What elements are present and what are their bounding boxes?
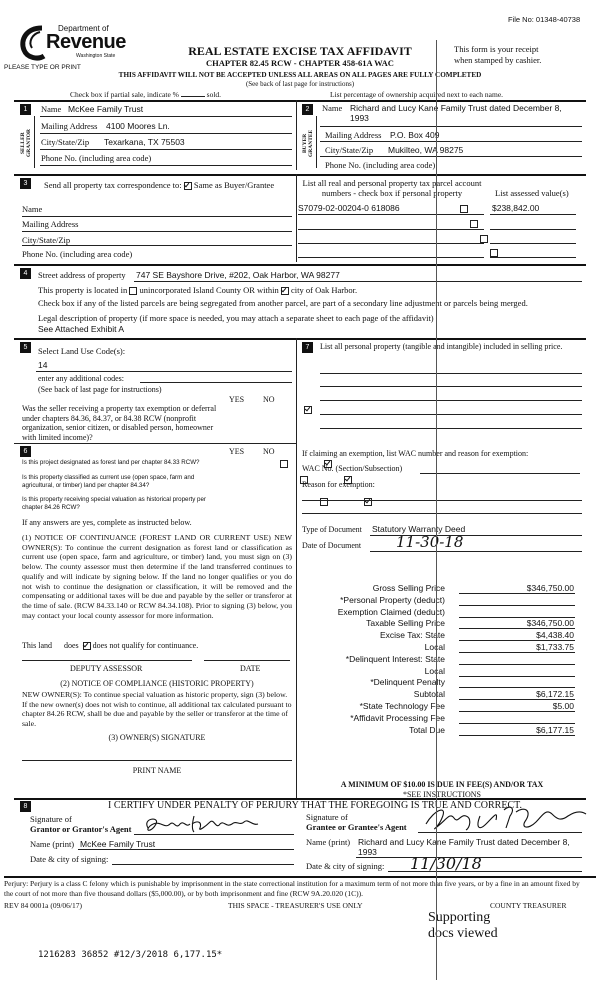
partial-sale-text: Check box if partial sale, indicate % — [70, 90, 179, 99]
calc-label: *Delinquent Penalty — [370, 677, 445, 688]
corr-phone-label: Phone No. (including area code) — [22, 249, 133, 259]
dor-logo — [18, 22, 128, 66]
perjury-notice: Perjury: Perjury is a class C felony which is punishable by imprisonment in the state correctional institution for a maximum term of not more than five years, or by a fine in an amount fixed by the court of not more than five thousand dollars ($5,000.00), or by both imprisonment and fine (RCW 9A.20.020 (1C)). — [4, 879, 580, 898]
send-correspondence-text: Send all property tax correspondence to: — [44, 180, 182, 190]
calc-value[interactable]: $346,750.00 — [526, 618, 574, 629]
grantor-date-label: Date & city of signing: — [30, 854, 109, 864]
buyer-phone-label: Phone No. (including area code) — [325, 160, 436, 170]
minimum-fee-note: A MINIMUM OF $10.00 IS DUE IN FEE(S) AND/OR TAX — [340, 780, 544, 789]
buyer-address[interactable]: P.O. Box 409 — [390, 130, 440, 140]
receipt-note-2: when stamped by cashier. — [454, 55, 542, 65]
document-type[interactable]: Statutory Warranty Deed — [372, 524, 466, 534]
calc-label: *Delinquent Interest: State — [345, 653, 445, 664]
deputy-assessor-label: DEPUTY ASSESSOR — [70, 664, 143, 673]
assessed-header: List assessed value(s) — [495, 188, 569, 198]
grantee-date[interactable]: 11/30/18 — [410, 854, 482, 873]
historic-question: Is this property receiving special valuation as historical property per chapter 84.26 RCW? — [22, 496, 206, 511]
located-text-3: city of Oak Harbor. — [291, 285, 358, 295]
qualify-text: qualify for continuance. — [121, 641, 199, 650]
personal-property-checkbox-4[interactable] — [490, 249, 498, 257]
calc-label: *State Technology Fee — [359, 701, 445, 711]
qualify-line — [22, 641, 198, 650]
personal-property-checkbox-1[interactable] — [460, 205, 468, 213]
street-label: Street address of property — [38, 270, 126, 280]
document-date[interactable]: 11-30-18 — [396, 533, 464, 551]
grantor-sig-of: Signature of — [30, 814, 72, 824]
section-5-number: 5 — [20, 342, 31, 353]
calc-label: Local — [424, 642, 445, 652]
grantor-agent-label: Grantor or Grantor's Agent — [30, 824, 132, 834]
calc-underline — [459, 711, 575, 712]
corr-name-label: Name — [22, 204, 43, 214]
land-use-code[interactable]: 14 — [38, 360, 48, 370]
calc-label: Subtotal — [413, 689, 445, 700]
calc-label: Total Due — [409, 724, 445, 735]
location-line — [38, 285, 357, 295]
warning: THIS AFFIDAVIT WILL NOT BE ACCEPTED UNLESS ALL AREAS ON ALL PAGES ARE FULLY COMPLETED — [118, 71, 482, 79]
grantee-name[interactable]: Richard and Lucy Kane Family Trust dated December 8, 1993 — [358, 837, 570, 857]
personal-property-checkbox-2[interactable] — [470, 220, 478, 228]
reason-label: Reason for exemption: — [302, 480, 375, 489]
logo-dept: Department of — [58, 24, 109, 33]
file-number: File No: 01348-40738 — [508, 15, 581, 24]
partial-percent-field[interactable] — [181, 96, 205, 97]
forest-yes-checkbox[interactable] — [280, 460, 288, 468]
claiming-exemption-label: If claiming an exemption, list WAC number and reason for exemption: — [302, 449, 529, 458]
form-subtitle: CHAPTER 82.45 RCW - CHAPTER 458-61A WAC — [206, 58, 394, 68]
calc-value[interactable]: $346,750.00 — [526, 583, 574, 593]
calc-underline — [459, 664, 575, 665]
calc-label: Excise Tax: State — [379, 630, 445, 641]
form-revision: REV 84 0001a (09/06/17) — [4, 901, 82, 910]
grantee-sig-of: Signature of — [306, 812, 348, 822]
calc-underline — [459, 605, 575, 606]
located-text-1: This property is located in — [38, 285, 128, 295]
receipt-stamp: 1216283 36852 #12/3/2018 6,177.15* — [38, 950, 223, 960]
supporting-docs-2: docs viewed — [428, 926, 498, 941]
this-land-text: This land — [22, 641, 52, 650]
certification: I CERTIFY UNDER PENALTY OF PERJURY THAT THE FOREGOING IS TRUE AND CORRECT. — [108, 800, 522, 811]
buyer-name-label: Name — [322, 103, 343, 113]
section-3-number: 3 — [20, 178, 31, 189]
calc-label: Taxable Selling Price — [366, 618, 445, 629]
calc-label: Local — [424, 665, 445, 676]
seller-name-label: Name — [41, 104, 62, 114]
exemption-no-checkbox[interactable] — [304, 406, 312, 414]
logo-name: Revenue — [46, 31, 126, 53]
same-as-buyer-label: Same as Buyer/Grantee — [193, 180, 275, 190]
notice-compliance: NEW OWNER(S): To continue special valuation as historic property, sign (3) below. If the new owner(s) does not wish to continue, all additional tax calculated pursuant to chapter 84.26 RCW, shall be due and payable by the seller or transferor at the time of sale. — [22, 690, 292, 729]
current-use-question: Is this property classified as current use (open space, farm and agricultural, or timber) land per chapter 84.34? — [22, 474, 195, 489]
form-title: REAL ESTATE EXCISE TAX AFFIDAVIT — [188, 44, 412, 58]
owner-signature-label: (3) OWNER(S) SIGNATURE — [108, 733, 206, 742]
seller-phone-label: Phone No. (including area code) — [41, 153, 152, 163]
forest-question: Is this project designated as forest land per chapter 84.33 RCW? — [22, 459, 200, 466]
personal-property-checkbox-3[interactable] — [480, 235, 488, 243]
grantee-date-label: Date & city of signing: — [306, 861, 385, 871]
parcel-number[interactable]: S7079-02-00204-0 618086 — [298, 203, 400, 213]
s5-yes-header: YES — [229, 395, 245, 404]
additional-codes-label: enter any additional codes: — [38, 374, 124, 383]
wac-label: WAC No. (Section/Subsection) — [302, 464, 403, 473]
treasurer-use-only: THIS SPACE - TREASURER'S USE ONLY — [228, 901, 363, 910]
segregated-note: Check box if any of the listed parcels are being segregated from another parcel, are part of a secondary line adjustment or parcels being merged. — [38, 298, 528, 308]
seller-city-label: City/State/Zip — [41, 137, 90, 147]
receipt-note-1: This form is your receipt — [454, 44, 539, 54]
located-text-2: unincorporated Island County OR within — [139, 285, 279, 295]
section-8-number: 8 — [20, 801, 31, 812]
land-use-see-back: (See back of last page for instructions) — [38, 385, 162, 394]
buyer-name[interactable]: Richard and Lucy Kane Family Trust dated December 8, 1993 — [350, 103, 562, 123]
buyer-city[interactable]: Mukilteo, WA 98275 — [388, 145, 464, 155]
section-2-number: 2 — [302, 104, 313, 115]
corr-address-label: Mailing Address — [22, 219, 79, 229]
sold-text: sold. — [206, 90, 222, 99]
send-correspondence — [44, 180, 274, 190]
land-use-label: Select Land Use Code(s): — [38, 346, 126, 356]
legal-description-label: Legal description of property (if more space is needed, you may attach a separate sheet to each page of the affidavit) — [38, 313, 434, 323]
if-yes-note: If any answers are yes, complete as instructed below. — [22, 518, 192, 527]
same-as-buyer-checkbox[interactable] — [184, 182, 192, 190]
calc-value[interactable]: $5.00 — [552, 701, 574, 711]
parcel-header-1: List all real and personal property tax parcel account — [302, 178, 482, 188]
scan-line — [436, 40, 437, 980]
supporting-docs-1: Supporting — [428, 910, 491, 925]
calc-underline — [459, 676, 575, 677]
see-instructions: *SEE INSTRUCTIONS — [402, 790, 481, 799]
calc-underline — [459, 593, 575, 594]
unincorporated-checkbox[interactable] — [129, 287, 137, 295]
list-percentage-note: List percentage of ownership acquired next to each name. — [330, 90, 504, 99]
does-not-text: does not — [92, 641, 120, 650]
personal-property-note: List all personal property (tangible and intangible) included in selling price. — [320, 342, 563, 351]
s6-yes-header: YES — [229, 447, 245, 456]
calc-value[interactable]: $1,733.75 — [536, 642, 574, 652]
buyer-city-label: City/State/Zip — [325, 145, 374, 155]
document-type-label: Type of Document — [302, 525, 362, 534]
section-6-number: 6 — [20, 446, 31, 457]
seller-grantor-label: SELLER GRANTOR — [20, 129, 32, 158]
partial-sale-label — [70, 90, 221, 99]
does-not-checkbox[interactable] — [83, 642, 91, 650]
section-4-number: 4 — [20, 268, 31, 279]
calc-label: *Affidavit Processing Fee — [350, 712, 445, 723]
supporting-docs-note — [428, 910, 498, 942]
buyer-address-label: Mailing Address — [325, 130, 382, 140]
grantor-name[interactable]: McKee Family Trust — [80, 839, 156, 849]
print-note: PLEASE TYPE OR PRINT — [4, 64, 81, 71]
calc-underline — [459, 735, 575, 736]
grantor-name-label: Name (print) — [30, 839, 75, 849]
s6-no-header: NO — [263, 447, 275, 456]
notice-of-continuance: (1) NOTICE OF CONTINUANCE (FOREST LAND OR CURRENT USE) NEW OWNER(S): To continue the current designation as forest land or classification as current use (open space, farm and agriculture, or timber) land, you must sign on (3) below. The county assessor must then determine if the land transferred continues to qualify and will indicate by signing below. If the land no longer qualifies or you do not wish to continue the designation or classification, it will be removed and the compensating or additional taxes will be due and payable by the seller or transferor at the time of sale. (RCW 84.33.140 or RCW 84.34.108). Prior to signing (3) below, you may contact your local county assessor for more information. — [22, 533, 292, 620]
calc-label: Gross Selling Price — [372, 583, 445, 593]
calc-label: Exemption Claimed (deduct) — [337, 606, 445, 617]
within-city-checkbox[interactable] — [281, 287, 289, 295]
seller-city[interactable]: Texarkana, TX 75503 — [104, 137, 185, 147]
calc-value[interactable]: $4,438.40 — [536, 630, 574, 641]
see-back-note: (See back of last page for instructions) — [245, 80, 355, 88]
seller-name[interactable]: McKee Family Trust — [68, 104, 144, 114]
s5-no-header: NO — [263, 395, 275, 404]
print-name-label: PRINT NAME — [132, 766, 182, 775]
county-treasurer-label: COUNTY TREASURER — [490, 901, 567, 910]
calc-value[interactable]: $6,177.15 — [536, 724, 574, 735]
section-7-number: 7 — [302, 342, 313, 353]
notice-compliance-title: (2) NOTICE OF COMPLIANCE (HISTORIC PROPERTY) — [60, 679, 254, 688]
seller-address-label: Mailing Address — [41, 121, 98, 131]
buyer-grantee-label: BUYER GRANTEE — [302, 129, 314, 157]
exemption-question: Was the seller receiving a property tax exemption or deferral under chapters 84.36, 84.37, or 84.38 RCW (nonprofit organization, senior citizen, or disabled person, homeowner with limited income)? — [22, 404, 217, 442]
assessed-value[interactable]: $238,842.00 — [492, 203, 540, 213]
document-date-label: Date of Document — [302, 541, 362, 550]
parcel-header-2: numbers - check box if personal property — [321, 188, 463, 198]
grantee-signature — [420, 802, 590, 836]
grantee-agent-label: Grantee or Grantee's Agent — [306, 822, 407, 832]
street-address[interactable]: 747 SE Bayshore Drive, #202, Oak Harbor, WA 98277 — [136, 270, 340, 280]
logo-state: Washington State — [76, 53, 116, 59]
parcel-header — [296, 178, 488, 198]
grantee-name-label: Name (print) — [306, 837, 351, 847]
section-1-number: 1 — [20, 104, 31, 115]
does-text: does — [64, 641, 79, 650]
legal-description[interactable]: See Attached Exhibit A — [38, 324, 125, 334]
calc-underline — [459, 652, 575, 653]
corr-city-label: City/State/Zip — [22, 235, 71, 245]
calc-value[interactable]: $6,172.15 — [536, 689, 574, 700]
calc-label: *Personal Property (deduct) — [340, 594, 445, 605]
seller-address[interactable]: 4100 Moores Ln. — [106, 121, 170, 131]
deputy-date-label: DATE — [240, 664, 261, 673]
